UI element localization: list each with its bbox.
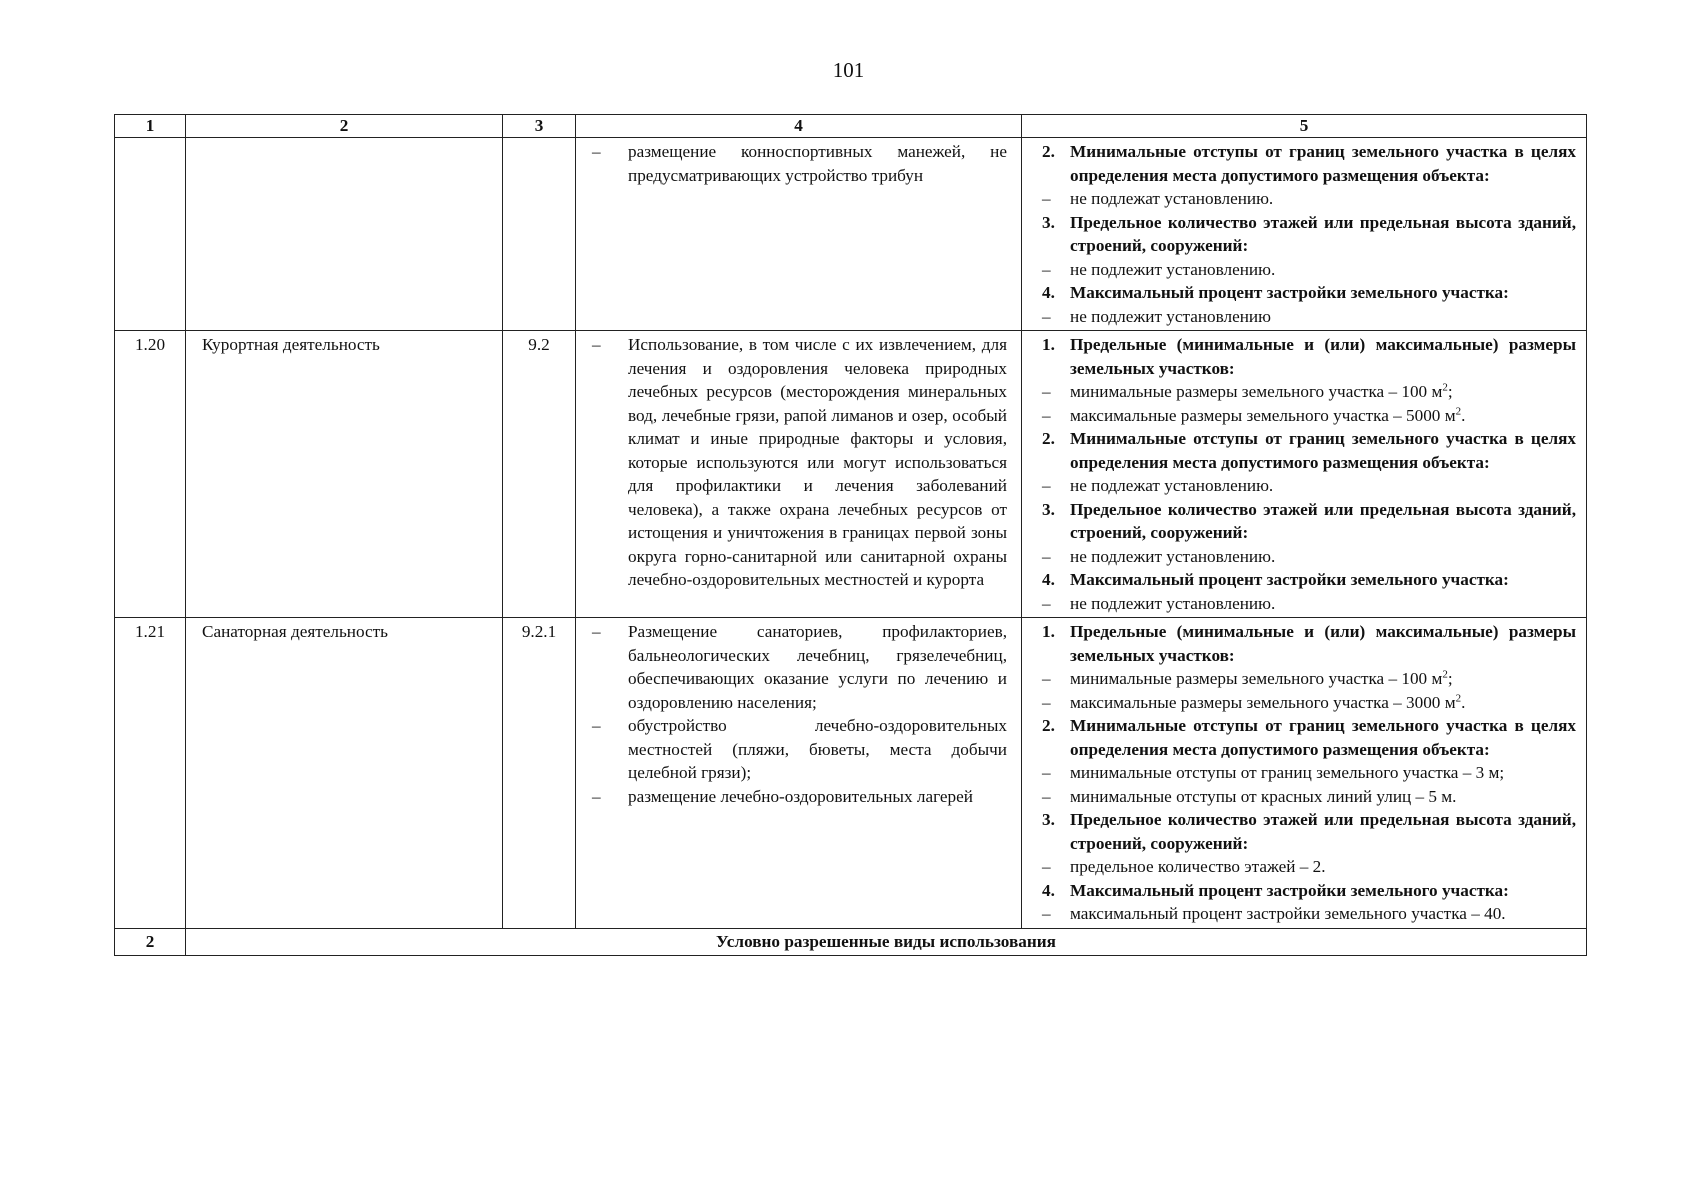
parameter-value — [1070, 855, 1576, 879]
use-code: 9.2.1 — [503, 618, 576, 929]
parameter-value-text: не подлежат установлению. — [1070, 476, 1274, 495]
table-header-row — [115, 115, 1587, 138]
parameter-number: 1. — [1042, 335, 1055, 354]
parameter-title: Минимальные отступы от границ земельного участка в целях определения места допустимого размещения объекта: — [1070, 142, 1576, 185]
parameter-number: 2. — [1042, 429, 1055, 448]
parameter-value — [1070, 691, 1576, 715]
parameter-number: 4. — [1042, 570, 1055, 589]
parameter-item — [1042, 785, 1576, 809]
description-text: размещение лечебно-оздоровительных лагерей — [628, 786, 973, 806]
parameter-value-text: минимальные отступы от границ земельного участка – 3 м; — [1070, 763, 1505, 782]
dash-marker: – — [1042, 669, 1051, 688]
use-code — [503, 138, 576, 331]
parameter-suffix: . — [1461, 405, 1466, 425]
dash-marker: – — [1042, 593, 1051, 613]
parameter-value — [1070, 187, 1576, 211]
parameter-value — [1070, 404, 1576, 428]
description-item — [592, 333, 1007, 592]
parameter-value — [1070, 258, 1576, 282]
parameter-item — [1042, 474, 1576, 498]
description-item — [592, 714, 1007, 785]
table-row — [115, 138, 1587, 331]
parameter-heading — [1042, 427, 1576, 474]
dash-marker: – — [1042, 786, 1051, 806]
use-description — [576, 331, 1022, 618]
dash-marker: – — [592, 786, 601, 806]
column-header: 1 — [115, 115, 186, 138]
dash-marker: – — [1042, 857, 1051, 876]
parameter-value — [1070, 785, 1576, 809]
parameter-value — [1070, 902, 1576, 926]
parameter-item — [1042, 380, 1576, 404]
parameter-heading — [1042, 281, 1576, 305]
parameter-item — [1042, 305, 1576, 329]
dash-marker: – — [1042, 546, 1051, 566]
use-name: Санаторная деятельность — [186, 618, 503, 929]
dash-marker: – — [1042, 189, 1051, 208]
parameter-item — [1042, 404, 1576, 428]
parameter-heading — [1042, 714, 1576, 761]
dash-marker: – — [1042, 259, 1051, 279]
parameter-value — [1070, 474, 1576, 498]
use-description — [576, 618, 1022, 929]
parameter-item — [1042, 258, 1576, 282]
dash-marker: – — [1042, 382, 1051, 401]
use-description — [576, 138, 1022, 331]
parameter-value-text: не подлежит установлению. — [1070, 593, 1276, 613]
dash-marker: – — [1042, 306, 1051, 326]
parameter-title: Предельное количество этажей или предельная высота зданий, строений, сооружений: — [1070, 499, 1576, 542]
dash-marker: – — [592, 142, 601, 161]
parameter-heading — [1042, 211, 1576, 258]
parameter-heading — [1042, 140, 1576, 187]
parameter-item — [1042, 592, 1576, 616]
parameter-value-text: не подлежит установлению. — [1070, 259, 1276, 279]
row-number: 1.21 — [115, 618, 186, 929]
description-item — [592, 140, 1007, 187]
use-parameters — [1022, 618, 1587, 929]
description-text: Размещение санаториев, профилакториев, бальнеологических лечебниц, грязелечебниц, обеспечивающих оказание услуги по лечению и оздоровлению населения; — [628, 622, 1007, 712]
column-header: 3 — [503, 115, 576, 138]
parameter-value — [1070, 305, 1576, 329]
parameter-title: Предельное количество этажей или предельная высота зданий, строений, сооружений: — [1070, 810, 1576, 853]
parameter-value — [1070, 380, 1576, 404]
parameter-value — [1070, 545, 1576, 569]
superscript: 2 — [1442, 668, 1448, 681]
dash-marker: – — [592, 622, 601, 641]
parameter-value-text: максимальные размеры земельного участка – 5000 м — [1070, 405, 1456, 425]
superscript: 2 — [1442, 381, 1448, 394]
parameter-value — [1070, 592, 1576, 616]
section-row — [115, 928, 1587, 955]
parameter-heading — [1042, 879, 1576, 903]
dash-marker: – — [1042, 405, 1051, 425]
row-number — [115, 138, 186, 331]
parameter-number: 2. — [1042, 142, 1055, 161]
parameter-item — [1042, 902, 1576, 926]
zoning-table — [114, 114, 1587, 956]
parameter-number: 4. — [1042, 880, 1055, 900]
parameter-title: Максимальный процент застройки земельного участка: — [1070, 570, 1509, 589]
use-name — [186, 138, 503, 331]
parameter-number: 3. — [1042, 212, 1055, 232]
use-parameters — [1022, 138, 1587, 331]
parameter-value-text: минимальные размеры земельного участка – 100 м — [1070, 669, 1443, 688]
column-header: 2 — [186, 115, 503, 138]
description-item — [592, 785, 1007, 809]
dash-marker: – — [592, 716, 601, 735]
table-row — [115, 331, 1587, 618]
parameter-number: 4. — [1042, 283, 1055, 302]
parameter-heading — [1042, 568, 1576, 592]
use-name: Курортная деятельность — [186, 331, 503, 618]
parameter-title: Минимальные отступы от границ земельного участка в целях определения места допустимого размещения объекта: — [1070, 716, 1576, 759]
parameter-suffix: ; — [1447, 669, 1453, 688]
table-row — [115, 618, 1587, 929]
description-text: размещение конноспортивных манежей, не предусматривающих устройство трибун — [628, 142, 1007, 185]
parameter-heading — [1042, 620, 1576, 667]
column-header: 4 — [576, 115, 1022, 138]
parameter-heading — [1042, 498, 1576, 545]
description-text: обустройство лечебно-оздоровительных местностей (пляжи, бюветы, места добычи целебной грязи); — [628, 716, 1007, 782]
parameter-title: Максимальный процент застройки земельного участка: — [1070, 880, 1509, 900]
parameter-number: 3. — [1042, 499, 1055, 519]
use-parameters — [1022, 331, 1587, 618]
parameter-item — [1042, 761, 1576, 785]
parameter-title: Предельное количество этажей или предельная высота зданий, строений, сооружений: — [1070, 212, 1576, 255]
parameter-suffix: ; — [1447, 382, 1453, 401]
column-header: 5 — [1022, 115, 1587, 138]
parameter-value-text: не подлежит установлению — [1070, 306, 1271, 326]
parameter-value — [1070, 761, 1576, 785]
parameter-value-text: минимальные размеры земельного участка – 100 м — [1070, 382, 1443, 401]
use-code: 9.2 — [503, 331, 576, 618]
superscript: 2 — [1455, 691, 1462, 704]
parameter-item — [1042, 667, 1576, 691]
parameter-value — [1070, 667, 1576, 691]
parameter-number: 3. — [1042, 810, 1055, 829]
parameter-heading — [1042, 333, 1576, 380]
row-number: 1.20 — [115, 331, 186, 618]
dash-marker: – — [1042, 904, 1051, 923]
dash-marker: – — [1042, 476, 1051, 495]
parameter-value-text: предельное количество этажей – 2. — [1070, 857, 1326, 876]
section-title: Условно разрешенные виды использования — [186, 928, 1587, 955]
parameter-number: 1. — [1042, 622, 1055, 641]
parameter-item — [1042, 855, 1576, 879]
parameter-item — [1042, 545, 1576, 569]
description-item — [592, 620, 1007, 714]
parameter-suffix: . — [1461, 692, 1466, 712]
parameter-item — [1042, 691, 1576, 715]
page-number: 101 — [832, 58, 865, 82]
parameter-title: Минимальные отступы от границ земельного участка в целях определения места допустимого размещения объекта: — [1070, 429, 1576, 472]
parameter-value-text: минимальные отступы от красных линий улиц – 5 м. — [1070, 786, 1457, 806]
parameter-value-text: максимальный процент застройки земельного участка – 40. — [1070, 904, 1506, 923]
dash-marker: – — [1042, 692, 1051, 712]
parameter-value-text: не подлежат установлению. — [1070, 189, 1274, 208]
parameter-title: Максимальный процент застройки земельного участка: — [1070, 283, 1509, 302]
parameter-title: Предельные (минимальные и (или) максимальные) размеры земельных участков: — [1070, 335, 1576, 378]
dash-marker: – — [1042, 763, 1051, 782]
parameter-value-text: не подлежит установлению. — [1070, 546, 1276, 566]
section-number: 2 — [115, 928, 186, 955]
parameter-value-text: максимальные размеры земельного участка – 3000 м — [1070, 692, 1456, 712]
dash-marker: – — [592, 335, 601, 354]
description-text: Использование, в том числе с их извлечением, для лечения и оздоровления человека природных лечебных ресурсов (месторождения минеральных вод, лечебные грязи, рапой лиманов и озер, особый климат и иные природные факторы и условия, которые используются или могут использоваться для профилактики и лечения заболеваний человека), а также охрана лечебных ресурсов от истощения и уничтожения в границах первой зоны округа горно-санитарной или санитарной охраны лечебно-оздоровительных местностей и курорта — [628, 335, 1007, 589]
parameter-item — [1042, 187, 1576, 211]
parameter-title: Предельные (минимальные и (или) максимальные) размеры земельных участков: — [1070, 622, 1576, 665]
superscript: 2 — [1455, 404, 1462, 417]
parameter-heading — [1042, 808, 1576, 855]
parameter-number: 2. — [1042, 716, 1055, 735]
